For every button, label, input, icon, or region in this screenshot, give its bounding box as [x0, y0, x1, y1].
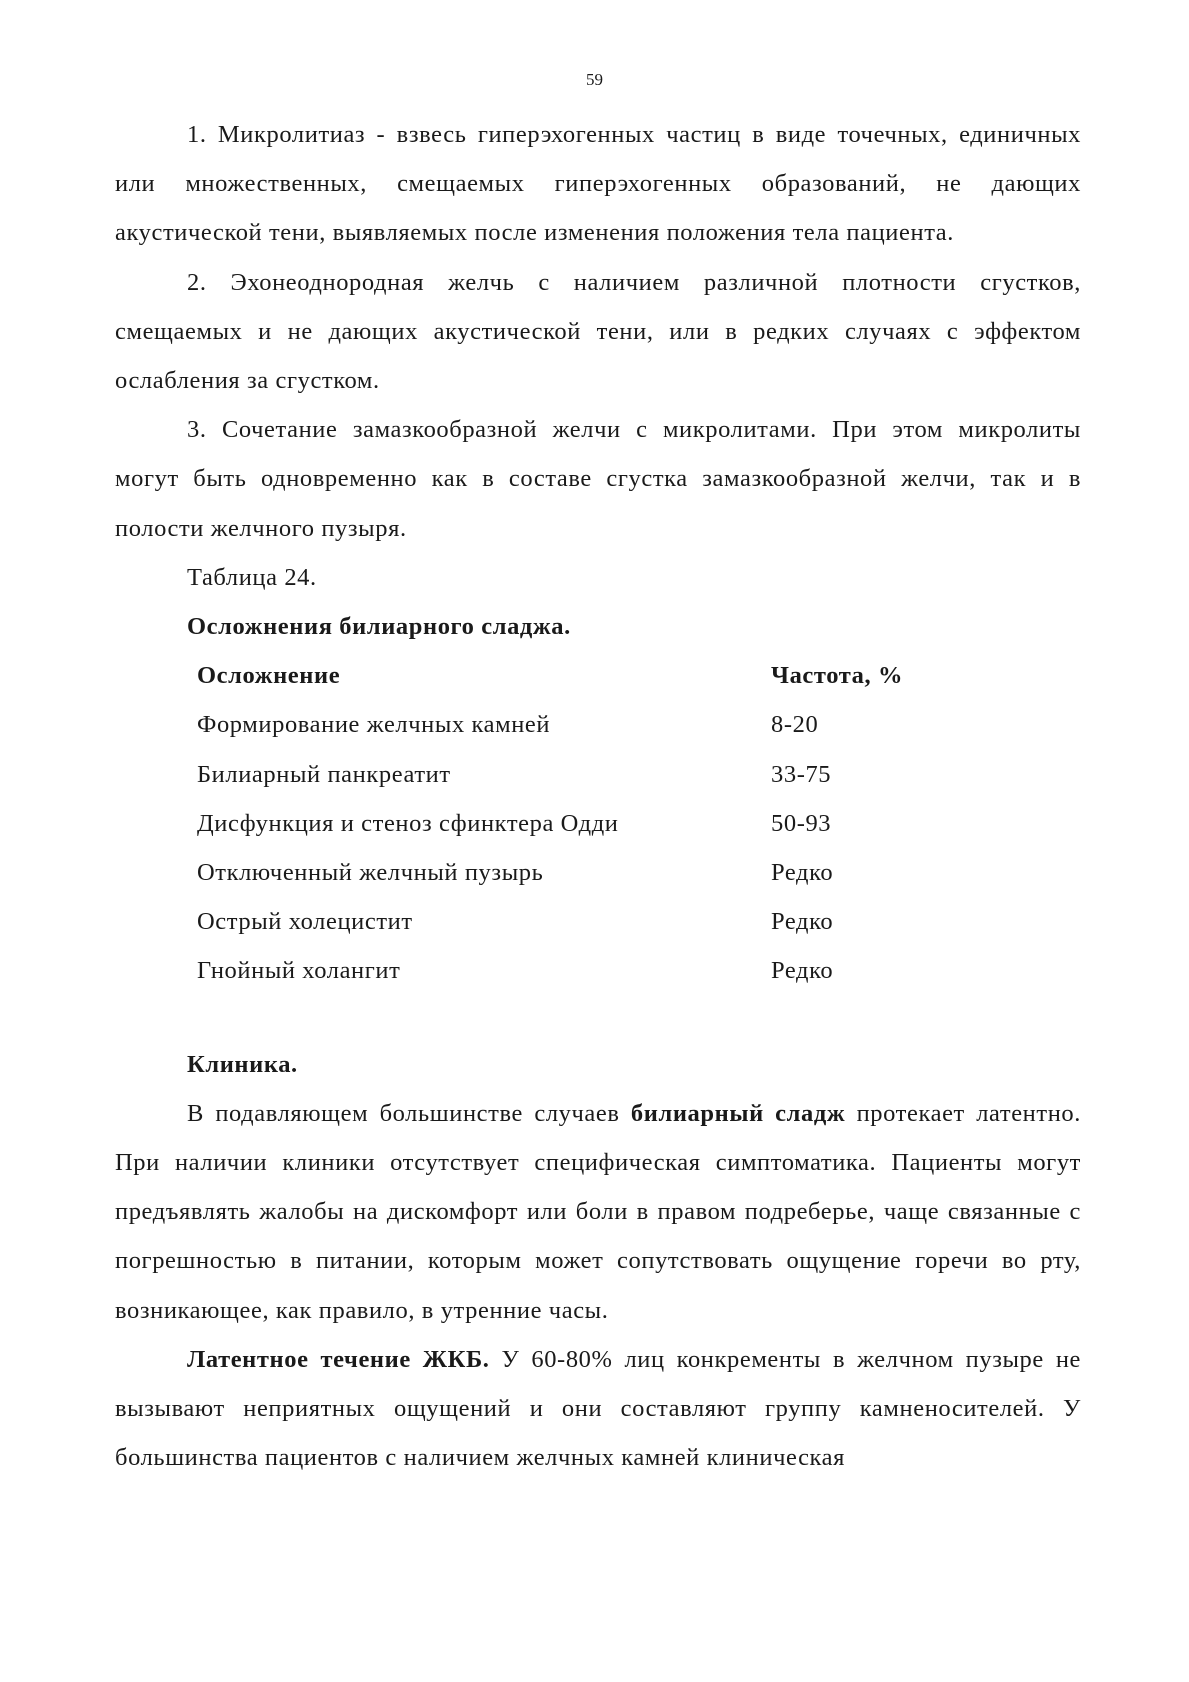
table-row — [197, 750, 997, 799]
table-cell-frequency: 33-75 — [771, 760, 832, 788]
clinic-text-start: В подавляющем большинстве случаев — [187, 1099, 631, 1127]
list-item-echo-heterogeneous-bile: 2. Эхонеоднородная желчь с наличием различной плотности сгустков, смещаемых и не дающих акустической тени, или в редких случаях с эффектом ослабления за сгустком. — [115, 268, 1081, 395]
table-cell-complication: Острый холецистит — [197, 908, 413, 936]
table-cell-frequency: Редко — [771, 859, 834, 887]
latent-course-text: У 60-80% лиц конкременты в желчном пузыре не вызывают неприятных ощущений и они составляют группу камненосителей. У большинства пациентов с наличием желчных камней клиническая — [115, 1345, 1082, 1472]
table-cell-complication: Формирование желчных камней — [197, 711, 551, 739]
clinic-text-rest: протекает латентно. При наличии клиники отсутствует специфическая симптоматика. Пациенты могут предъявлять жалобы на дискомфорт или боли в правом подреберье, чаще связанные с погрешностью в питании, которым может сопутствовать ощущение горечи во рту, возникающее, как правило, в утренние часы. — [115, 1099, 1081, 1324]
table-cell-frequency: 50-93 — [771, 809, 832, 837]
latent-course-paragraph — [115, 1335, 1081, 1483]
section-heading-clinic: Клиника. — [187, 1050, 298, 1078]
term-latent-course: Латентное течение ЖКБ. — [187, 1345, 490, 1373]
table-header-row — [197, 651, 997, 700]
page-number: 59 — [586, 70, 603, 89]
spacer — [115, 996, 1081, 1040]
table-row — [197, 799, 997, 848]
clinic-paragraph — [115, 1089, 1081, 1335]
list-item-putty-bile-with-microliths: 3. Сочетание замазкообразной желчи с микролитами. При этом микролиты могут быть одновременно как в составе сгустка замазкообразной желчи, так и в полости желчного пузыря. — [115, 416, 1081, 542]
table-cell-complication: Гнойный холангит — [197, 957, 401, 985]
list-item-microlithiasis: 1. Микролитиаз - взвесь гиперэхогенных частиц в виде точечных, единичных или множественных, смещаемых гиперэхогенных образований, не дающих акустической тени, выявляемых после изменения положения тела пациента. — [115, 121, 1081, 247]
table-row — [197, 700, 997, 749]
table-cell-complication: Билиарный панкреатит — [197, 760, 451, 788]
header-complication: Осложнение — [197, 662, 341, 690]
table-row — [197, 897, 997, 946]
complications-table — [197, 651, 997, 995]
table-cell-frequency: Редко — [771, 908, 834, 936]
table-cell-complication: Дисфункция и стеноз сфинктера Одди — [197, 809, 619, 837]
table-title: Осложнения билиарного сладжа. — [187, 613, 571, 641]
table-cell-complication: Отключенный желчный пузырь — [197, 859, 544, 887]
table-row — [197, 946, 997, 995]
table-cell-frequency: Редко — [771, 957, 834, 985]
table-cell-frequency: 8-20 — [771, 711, 819, 739]
header-frequency: Частота, % — [771, 662, 904, 690]
table-row — [197, 848, 997, 897]
term-biliary-sludge: билиарный сладж — [630, 1099, 846, 1127]
table-label: Таблица 24. — [187, 563, 317, 591]
body-text — [115, 110, 1081, 1482]
